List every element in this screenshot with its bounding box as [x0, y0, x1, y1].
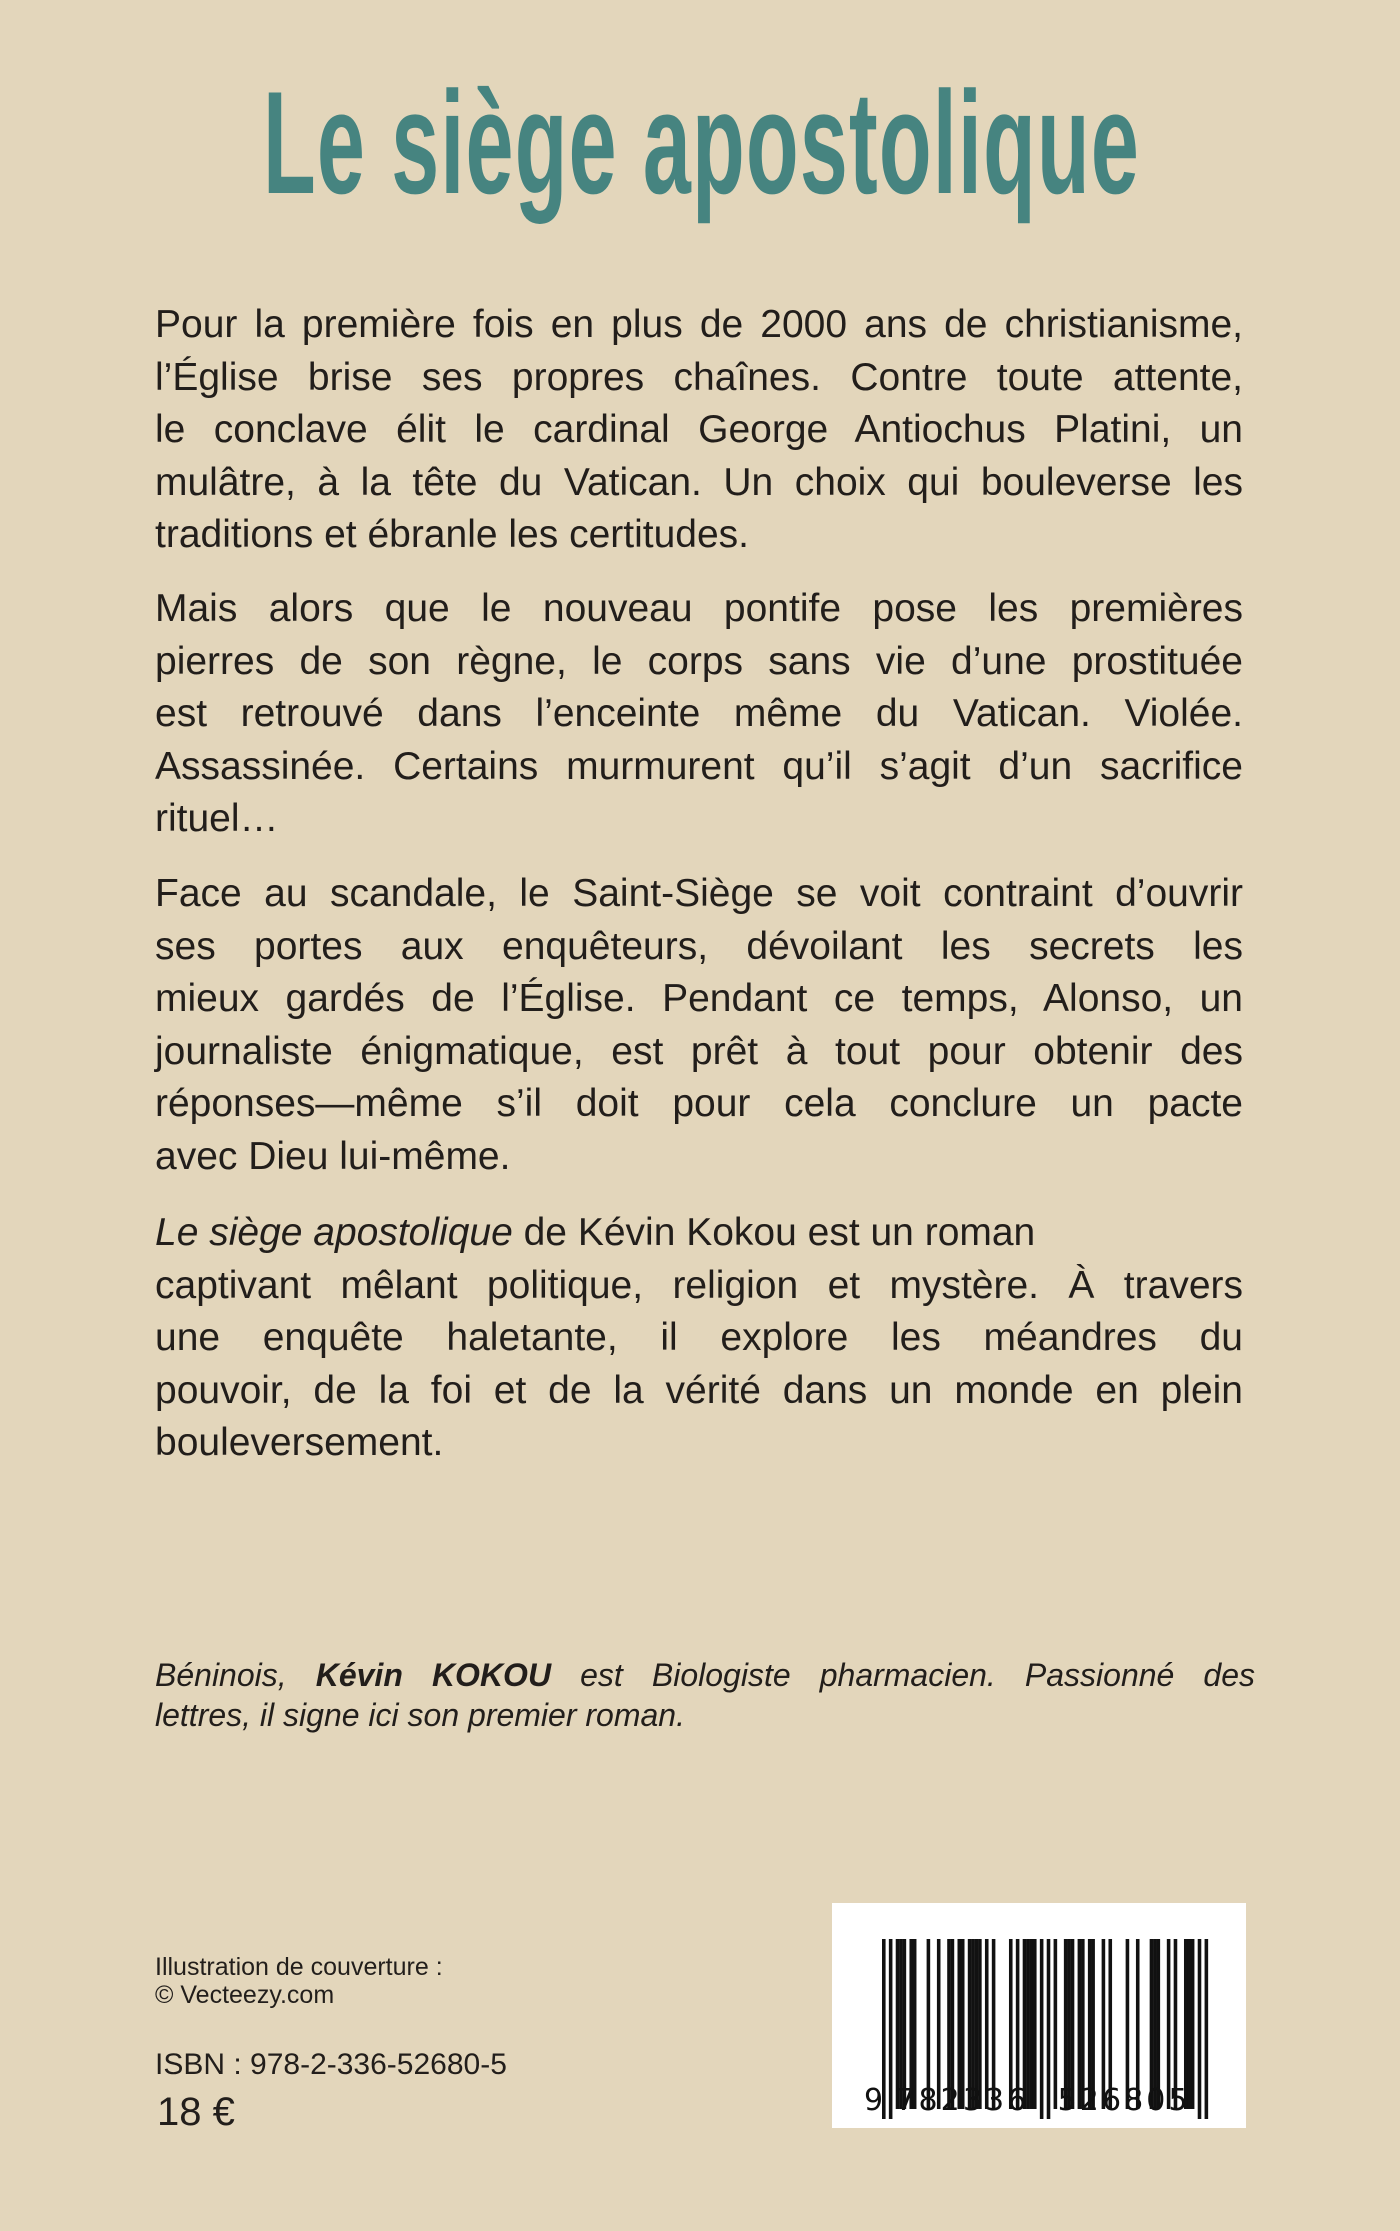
blurb-paragraph-1 — [155, 299, 1243, 562]
barcode-bar — [1187, 1939, 1191, 2109]
barcode-bar — [1205, 1939, 1209, 2119]
blurb-line: Assassinée. Certains murmurent qu’il s’agit d’un sacrifice — [155, 744, 1243, 788]
blurb-line: l’Église brise ses propres chaînes. Contre toute attente, — [155, 355, 1243, 399]
barcode — [832, 1903, 1246, 2128]
illustration-credit — [155, 1953, 443, 2009]
barcode-bar — [1026, 1939, 1030, 2109]
blurb-paragraph-4 — [155, 1207, 1243, 1470]
barcode-bar — [1033, 1939, 1037, 2109]
blurb-paragraph-3 — [155, 868, 1243, 1184]
book-title: Le siège apostolique — [263, 61, 1140, 224]
illustration-source: © Vecteezy.com — [155, 1981, 335, 2009]
barcode-first-digit: 9 — [864, 2083, 884, 2118]
blurb-line: une enquête haletante, il explore les méandres du — [155, 1316, 1243, 1360]
bio-prefix: Béninois, — [155, 1657, 316, 1693]
blurb-line: pierres de son règne, le corps sans vie d’une prostituée — [155, 639, 1243, 683]
blurb-line — [155, 1207, 1243, 1260]
isbn: ISBN : 978-2-336-52680-5 — [155, 2048, 507, 2081]
blurb-line: mieux gardés de l’Église. Pendant ce temps, Alonso, un — [155, 977, 1243, 1021]
author-name: Kévin KOKOU — [315, 1657, 552, 1693]
author-bio — [155, 1655, 1255, 1735]
blurb-line: bouleversement. — [155, 1421, 444, 1465]
barcode-bar — [1047, 1939, 1051, 2119]
blurb-line: pouvoir, de la foi et de la vérité dans un monde en plein — [155, 1368, 1243, 1412]
barcode-bar — [1030, 1939, 1034, 2109]
blurb-line: ses portes aux enquêteurs, dévoilant les secrets les — [155, 924, 1243, 968]
title-block — [0, 58, 1400, 228]
barcode-right-digits: 526805 — [1057, 2083, 1188, 2118]
blurb-line: réponses—même s’il doit pour cela conclure un pacte — [155, 1082, 1243, 1126]
blurb-line: Face au scandale, le Saint-Siège se voit contraint d’ouvrir — [155, 872, 1243, 915]
blurb-line: journaliste énigmatique, est prêt à tout pour obtenir des — [155, 1029, 1243, 1073]
blurb-line: traditions et ébranle les certitudes. — [155, 513, 749, 557]
blurb-line: Mais alors que le nouveau pontife pose les premières — [155, 587, 1243, 630]
bio-line-2: lettres, il signe ici son premier roman. — [155, 1697, 685, 1733]
blurb-line-rest: de Kévin Kokou est un roman — [512, 1211, 1036, 1254]
blurb-line: avec Dieu lui-même. — [155, 1134, 511, 1178]
blurb-line: Pour la première fois en plus de 2000 ans de christianisme, — [155, 303, 1243, 346]
blurb-line: mulâtre, à la tête du Vatican. Un choix qui bouleverse les — [155, 460, 1243, 504]
barcode-bar — [1198, 1939, 1202, 2119]
barcode-graphic — [832, 1903, 1246, 2128]
barcode-bar — [889, 1939, 893, 2119]
illustration-label: Illustration de couverture : — [155, 1953, 443, 1981]
blurb-line: est retrouvé dans l’enceinte même du Vatican. Violée. — [155, 692, 1243, 736]
blurb-line: captivant mêlant politique, religion et mystère. À travers — [155, 1263, 1243, 1307]
bio-suffix: est Biologiste pharmacien. Passionné des — [551, 1657, 1255, 1693]
bio-line-1 — [155, 1655, 1255, 1695]
barcode-bar — [1191, 1939, 1195, 2109]
barcode-left-digits: 782336 — [896, 2083, 1027, 2118]
blurb-paragraph-2 — [155, 583, 1243, 846]
barcode-bar — [1040, 1939, 1044, 2119]
price: 18 € — [157, 2090, 235, 2134]
blurb-line: rituel… — [155, 797, 279, 841]
book-title-italic: Le siège apostolique — [155, 1211, 513, 1254]
blurb-line: le conclave élit le cardinal George Antiochus Platini, un — [155, 408, 1243, 452]
